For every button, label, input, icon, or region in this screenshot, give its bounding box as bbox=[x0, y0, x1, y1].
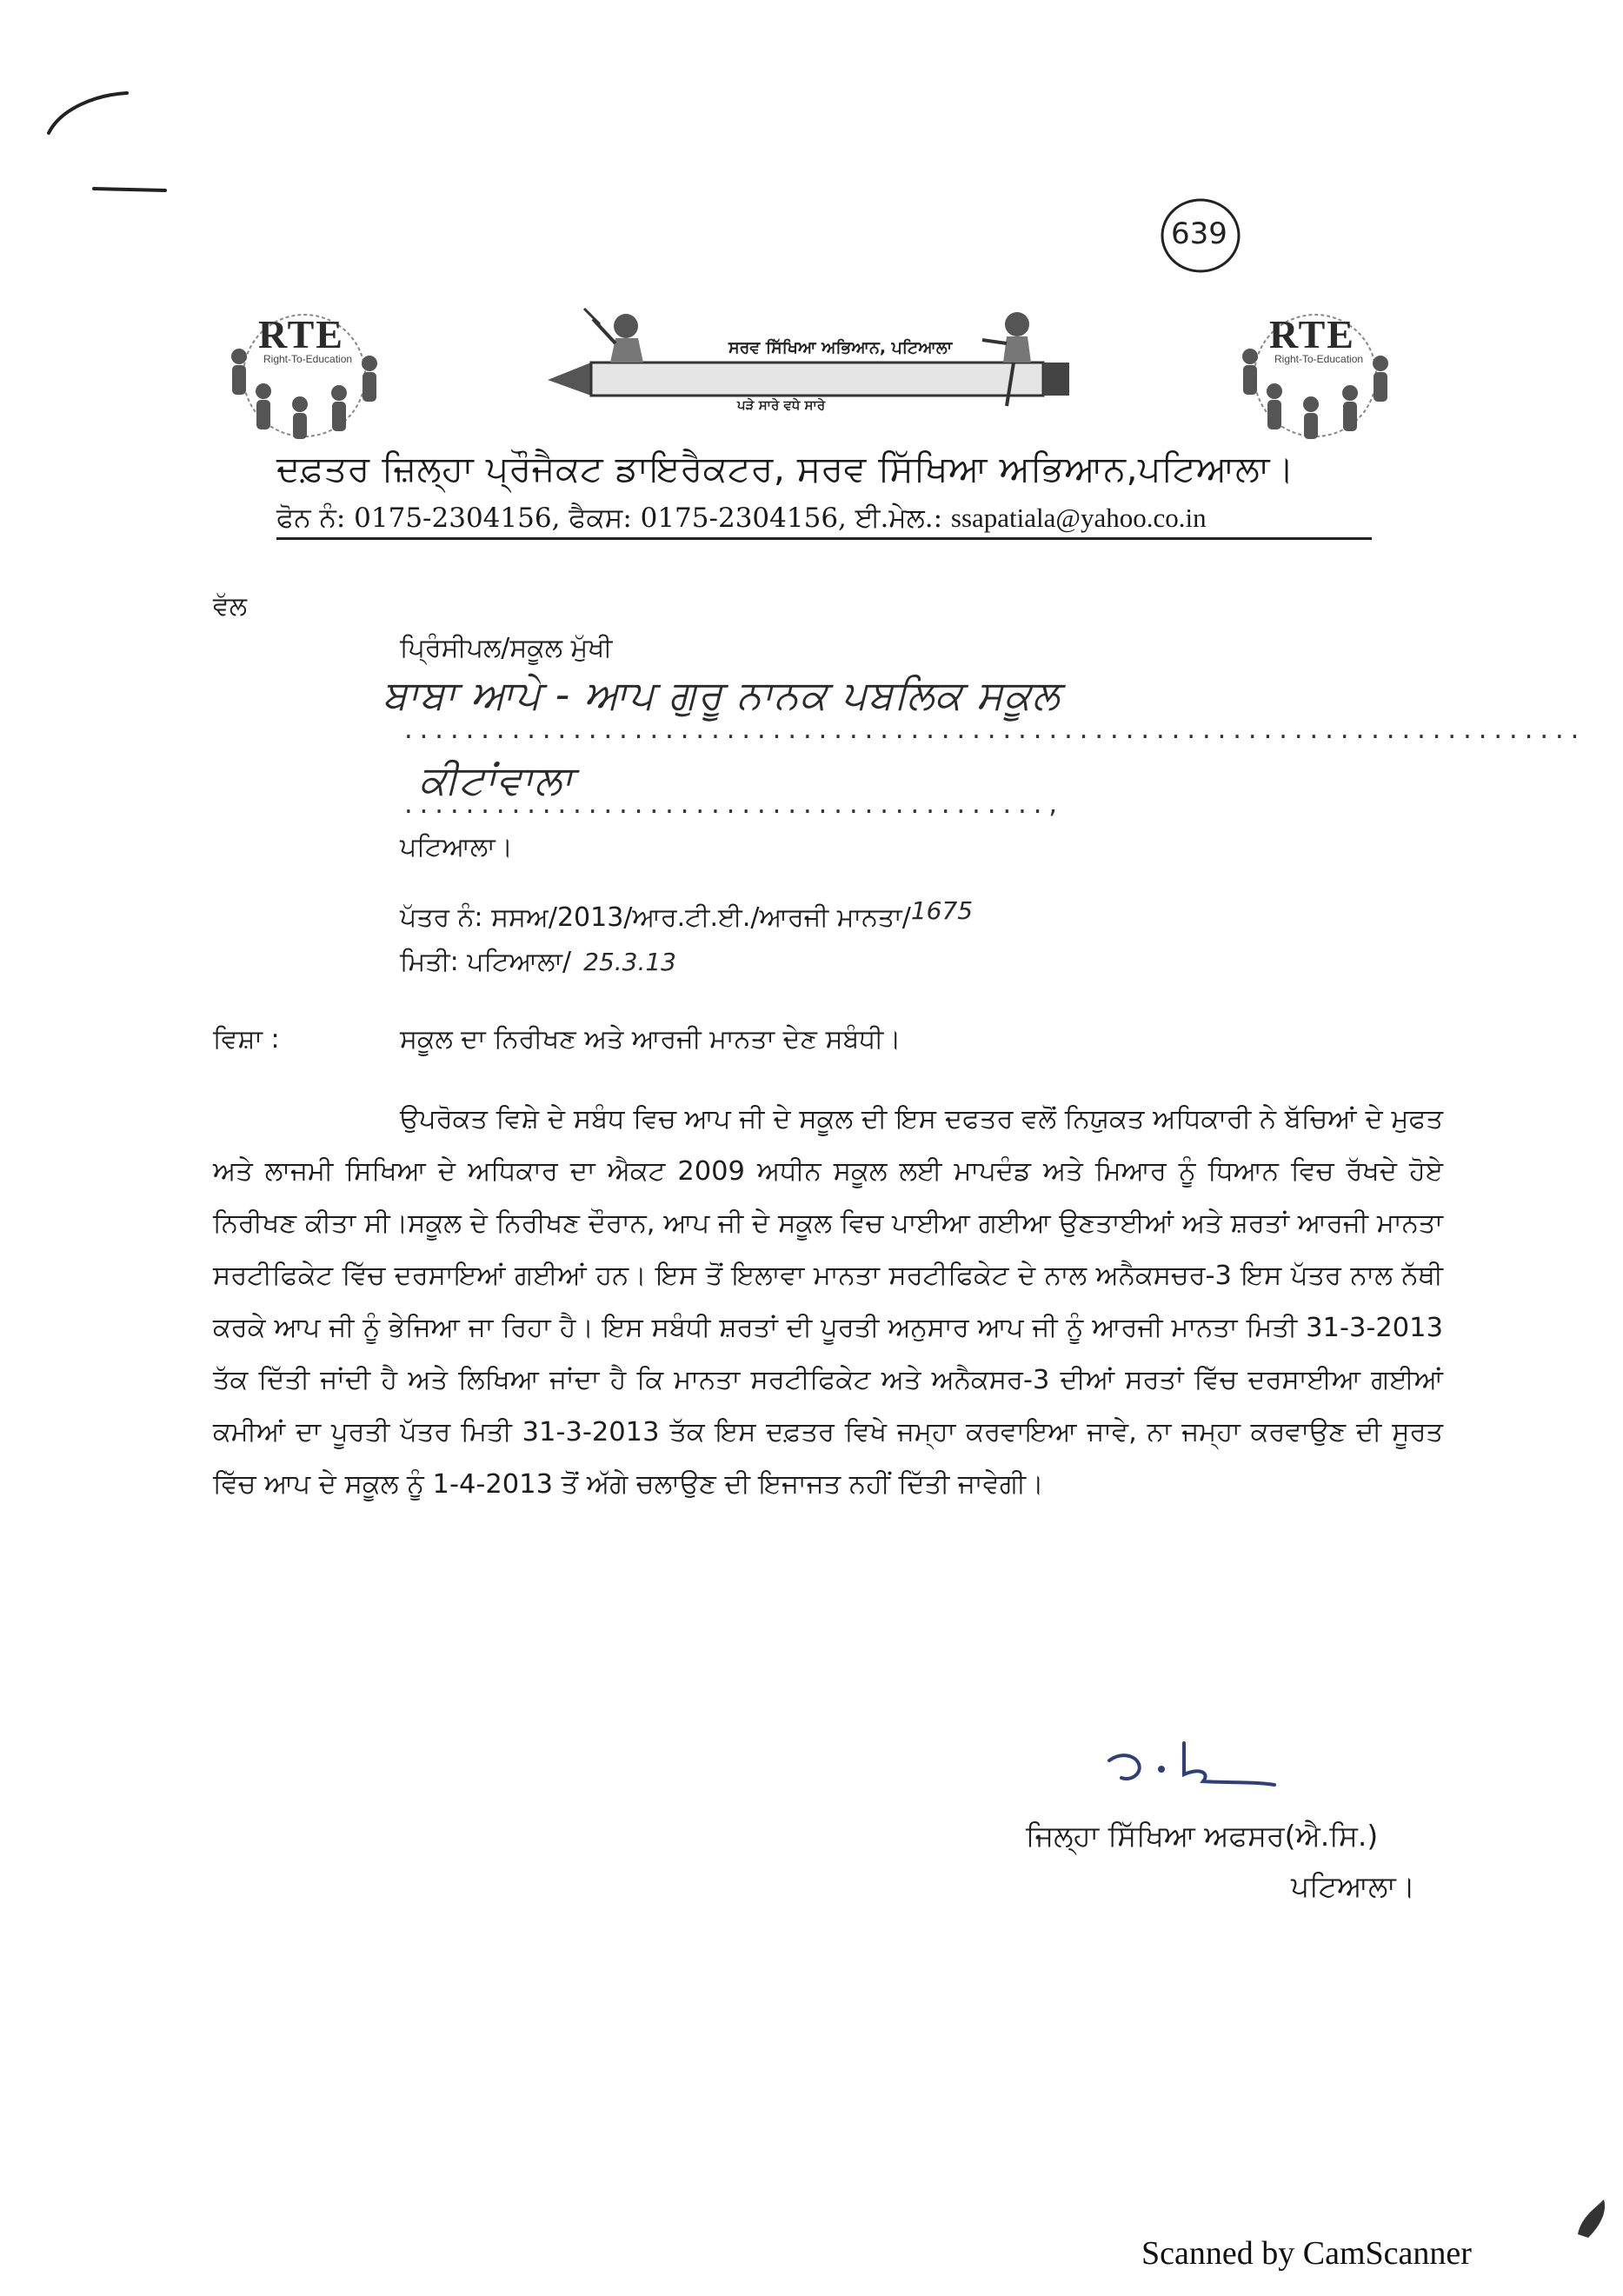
signature-scribble bbox=[1104, 1734, 1278, 1804]
subject-text: ਸਕੂਲ ਦਾ ਨਿਰੀਖਣ ਅਤੇ ਆਰਜੀ ਮਾਨਤਾ ਦੇਣ ਸਬੰਧੀ। bbox=[400, 1024, 901, 1055]
scan-mark-top-left bbox=[43, 83, 183, 204]
letter-number bbox=[400, 896, 974, 933]
rte-logo-left bbox=[222, 296, 387, 443]
rte-logo-subtext: Right-To-Education bbox=[1274, 353, 1364, 365]
rte-logo-text: RTE bbox=[258, 312, 344, 356]
recipient-designation: ਪ੍ਰਿੰਸੀਪਲ/ਸਕੂਲ ਮੁੱਖੀ bbox=[400, 633, 613, 663]
contact-email: ssapatiala@yahoo.co.in bbox=[950, 502, 1207, 533]
scanned-by-footer: Scanned by CamScanner bbox=[1141, 2235, 1472, 2272]
ssa-pencil-banner bbox=[530, 300, 1087, 422]
page-number-circle bbox=[1159, 196, 1244, 276]
banner-text: ਸਰਵ ਸਿੱਖਿਆ ਅਭਿਆਨ, ਪਟਿਆਲਾ bbox=[728, 338, 953, 357]
rte-logo-subtext: Right-To-Education bbox=[263, 353, 353, 365]
letter-date-label: ਮਿਤੀ: ਪਟਿਆਲਾ/ bbox=[400, 947, 572, 977]
school-name-dotted-line: ............................................................................. bbox=[402, 718, 1584, 744]
letter-number-label: ਪੱਤਰ ਨੰ: ਸਸਅ/2013/ਆਰ.ਟੀ.ਈ./ਆਰਜੀ ਮਾਨਤਾ/ bbox=[400, 902, 911, 933]
rte-logo-right bbox=[1233, 296, 1398, 443]
letter-number-handwritten: 1675 bbox=[910, 896, 974, 925]
scan-corner-mark bbox=[1569, 2191, 1613, 2243]
place-handwritten: ਕੀਟਾਂਵਾਲਾ bbox=[419, 756, 574, 803]
header-rule bbox=[276, 537, 1372, 540]
office-contact bbox=[276, 502, 1207, 535]
page-number: 639 bbox=[1171, 216, 1227, 251]
to-label: ਵੱਲ bbox=[213, 591, 248, 622]
recipient-city: ਪਟਿਆਲਾ। bbox=[400, 832, 513, 862]
signatory-designation: ਜਿਲ੍ਹਾ ਸਿੱਖਿਆ ਅਫਸਰ(ਐ.ਸਿ.) bbox=[1026, 1819, 1379, 1853]
letter-date bbox=[400, 947, 676, 977]
banner-motto: ਪੜੇ ਸਾਰੇ ਵਧੇ ਸਾਰੇ bbox=[737, 397, 826, 413]
office-title: ਦਫ਼ਤਰ ਜ਼ਿਲ੍ਹਾ ਪ੍ਰੌਜੈਕਟ ਡਾਇਰੈਕਟਰ, ਸਰਵ ਸਿੱਖਿਆ ਅਭਿਆਨ,ਪਟਿਆਲਾ। bbox=[276, 448, 1295, 489]
body-paragraph: ਉਪਰੋਕਤ ਵਿਸ਼ੇ ਦੇ ਸਬੰਧ ਵਿਚ ਆਪ ਜੀ ਦੇ ਸਕੂਲ ਦੀ ਇਸ ਦਫਤਰ ਵਲੋਂ ਨਿਯੁਕਤ ਅਧਿਕਾਰੀ ਨੇ ਬੱਚਿਆਂ ਦੇ ਮੁਫਤ ਅਤੇ ਲਾਜਮੀ ਸਿਖਿਆ ਦੇ ਅਧਿਕਾਰ ਦਾ ਐਕਟ 2009 ਅਧੀਨ ਸਕੂਲ ਲਈ ਮਾਪਦੰਡ ਅਤੇ ਮਿਆਰ ਨੂੰ ਧਿਆਨ ਵਿਚ ਰੱਖਦੇ ਹੋਏ ਨਿਰੀਖਣ ਕੀਤਾ ਸੀ।ਸਕੂਲ ਦੇ ਨਿਰੀਖਣ ਦੌਰਾਨ, ਆਪ ਜੀ ਦੇ ਸਕੂਲ ਵਿਚ ਪਾਈਆ ਗਈਆ ਉਣਤਾਈਆਂ ਅਤੇ ਸ਼ਰਤਾਂ ਆਰਜੀ ਮਾਨਤਾ ਸਰਟੀਫਿਕੇਟ ਵਿੱਚ ਦਰਸਾਇਆਂ ਗਈਆਂ ਹਨ। ਇਸ ਤੋਂ ਇਲਾਵਾ ਮਾਨਤਾ ਸਰਟੀਫਿਕੇਟ ਦੇ ਨਾਲ ਅਨੈਕਸਚਰ-3 ਇਸ ਪੱਤਰ ਨਾਲ ਨੱਥੀ ਕਰਕੇ ਆਪ ਜੀ ਨੂੰ ਭੇਜਿਆ ਜਾ ਰਿਹਾ ਹੈ। ਇਸ ਸਬੰਧੀ ਸ਼ਰਤਾਂ ਦੀ ਪੂਰਤੀ ਅਨੁਸਾਰ ਆਪ ਜੀ ਨੂੰ ਆਰਜੀ ਮਾਨਤਾ ਮਿਤੀ 31-3-2013 ਤੱਕ ਦਿੱਤੀ ਜਾਂਦੀ ਹੈ ਅਤੇ ਲਿਖਿਆ ਜਾਂਦਾ ਹੈ ਕਿ ਮਾਨਤਾ ਸਰਟੀਫਿਕੇਟ ਅਤੇ ਅਨੈਕਸਰ-3 ਦੀਆਂ ਸਰਤਾਂ ਵਿੱਚ ਦਰਸਾਈਆ ਗਈਆਂ ਕਮੀਆਂ ਦਾ ਪੂਰਤੀ ਪੱਤਰ ਮਿਤੀ 31-3-2013 ਤੱਕ ਇਸ ਦਫ਼ਤਰ ਵਿਖੇ ਜਮ੍ਹਾ ਕਰਵਾਇਆ ਜਾਵੇ, ਨਾ ਜਮ੍ਹਾ ਕਰਵਾਉਣ ਦੀ ਸੂਰਤ ਵਿੱਚ ਆਪ ਦੇ ਸਕੂਲ ਨੂੰ 1-4-2013 ਤੋਂ ਅੱਗੇ ਚਲਾਉਣ ਦੀ ਇਜਾਜਤ ਨਹੀਂ ਦਿੱਤੀ ਜਾਵੇਗੀ। bbox=[213, 1104, 1443, 1500]
contact-numbers: ਫੋਨ ਨੰ: 0175-2304156, ਫੈਕਸ: 0175-2304156, ਈ.ਮੇਲ.: bbox=[276, 502, 951, 534]
school-name-handwritten: ਬਾਬਾ ਆਪੇ - ਆਪ ਗੁਰੂ ਨਾਨਕ ਪਬਲਿਕ ਸਕੂਲ bbox=[382, 671, 1061, 718]
letter-date-handwritten: 25.3.13 bbox=[583, 948, 676, 976]
signatory-place: ਪਟਿਆਲਾ। bbox=[1291, 1869, 1415, 1903]
subject-label: ਵਿਸ਼ਾ : bbox=[213, 1024, 280, 1055]
place-dotted-line: .........................................., bbox=[402, 793, 1062, 819]
rte-logo-text: RTE bbox=[1269, 312, 1355, 356]
